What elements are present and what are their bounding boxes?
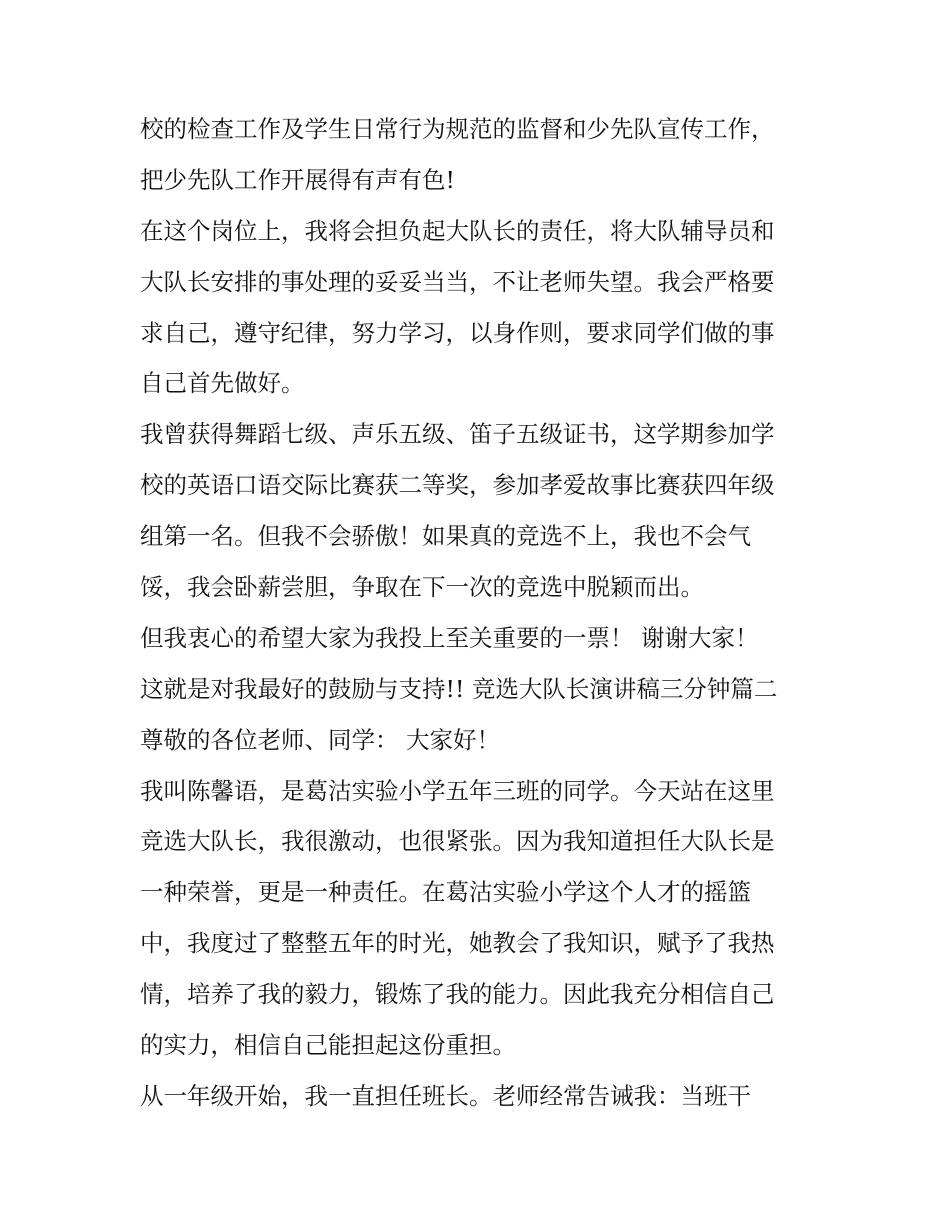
- text-line: 校的检查工作及学生日常行为规范的监督和少先队宣传工作，: [140, 115, 775, 143]
- text-line: 把少先队工作开展得有声有色!: [140, 165, 455, 194]
- text-line: 我叫陈馨语，是葛沽实验小学五年三班的同学。今天站在这里: [140, 776, 775, 805]
- text-line: 尊敬的各位老师、同学： 大家好！: [140, 725, 500, 754]
- text-line: 自己首先做好。: [140, 369, 305, 398]
- text-line: 一种荣誉，更是一种责任。在葛沽实验小学这个人才的摇篮: [140, 878, 751, 907]
- text-line: 但我衷心的希望大家为我投上至关重要的一票！ 谢谢大家！: [140, 623, 759, 652]
- text-line: 的实力，相信自己能担起这份重担。: [140, 1031, 516, 1060]
- text-line: 大队长安排的事处理的妥妥当当，不让老师失望。我会严格要: [140, 267, 775, 296]
- text-line: 校的英语口语交际比赛获二等奖，参加孝爱故事比赛获四年级: [140, 471, 775, 500]
- text-line: 组第一名。但我不会骄傲！如果真的竞选不上，我也不会气: [140, 522, 751, 551]
- document-body: [140, 104, 820, 1122]
- text-line: 从一年级开始，我一直担任班长。老师经常告诫我：当班干: [140, 1081, 751, 1110]
- text-line: 求自己，遵守纪律，努力学习，以身作则，要求同学们做的事: [140, 318, 775, 347]
- text-line: 中，我度过了整整五年的时光，她教会了我知识，赋予了我热: [140, 929, 775, 958]
- text-line: 馁，我会卧薪尝胆，争取在下一次的竞选中脱颖而出。: [140, 573, 704, 602]
- text-line: 情，培养了我的毅力，锻炼了我的能力。因此我充分相信自己: [140, 980, 775, 1009]
- text-line: 在这个岗位上，我将会担负起大队长的责任，将大队辅导员和: [140, 216, 775, 245]
- text-line: 这就是对我最好的鼓励与支持!! 竞选大队长演讲稿三分钟篇二: [140, 674, 778, 703]
- text-line: 我曾获得舞蹈七级、声乐五级、笛子五级证书，这学期参加学: [140, 420, 775, 449]
- text-line: 竞选大队长，我很激动，也很紧张。因为我知道担任大队长是: [140, 827, 775, 856]
